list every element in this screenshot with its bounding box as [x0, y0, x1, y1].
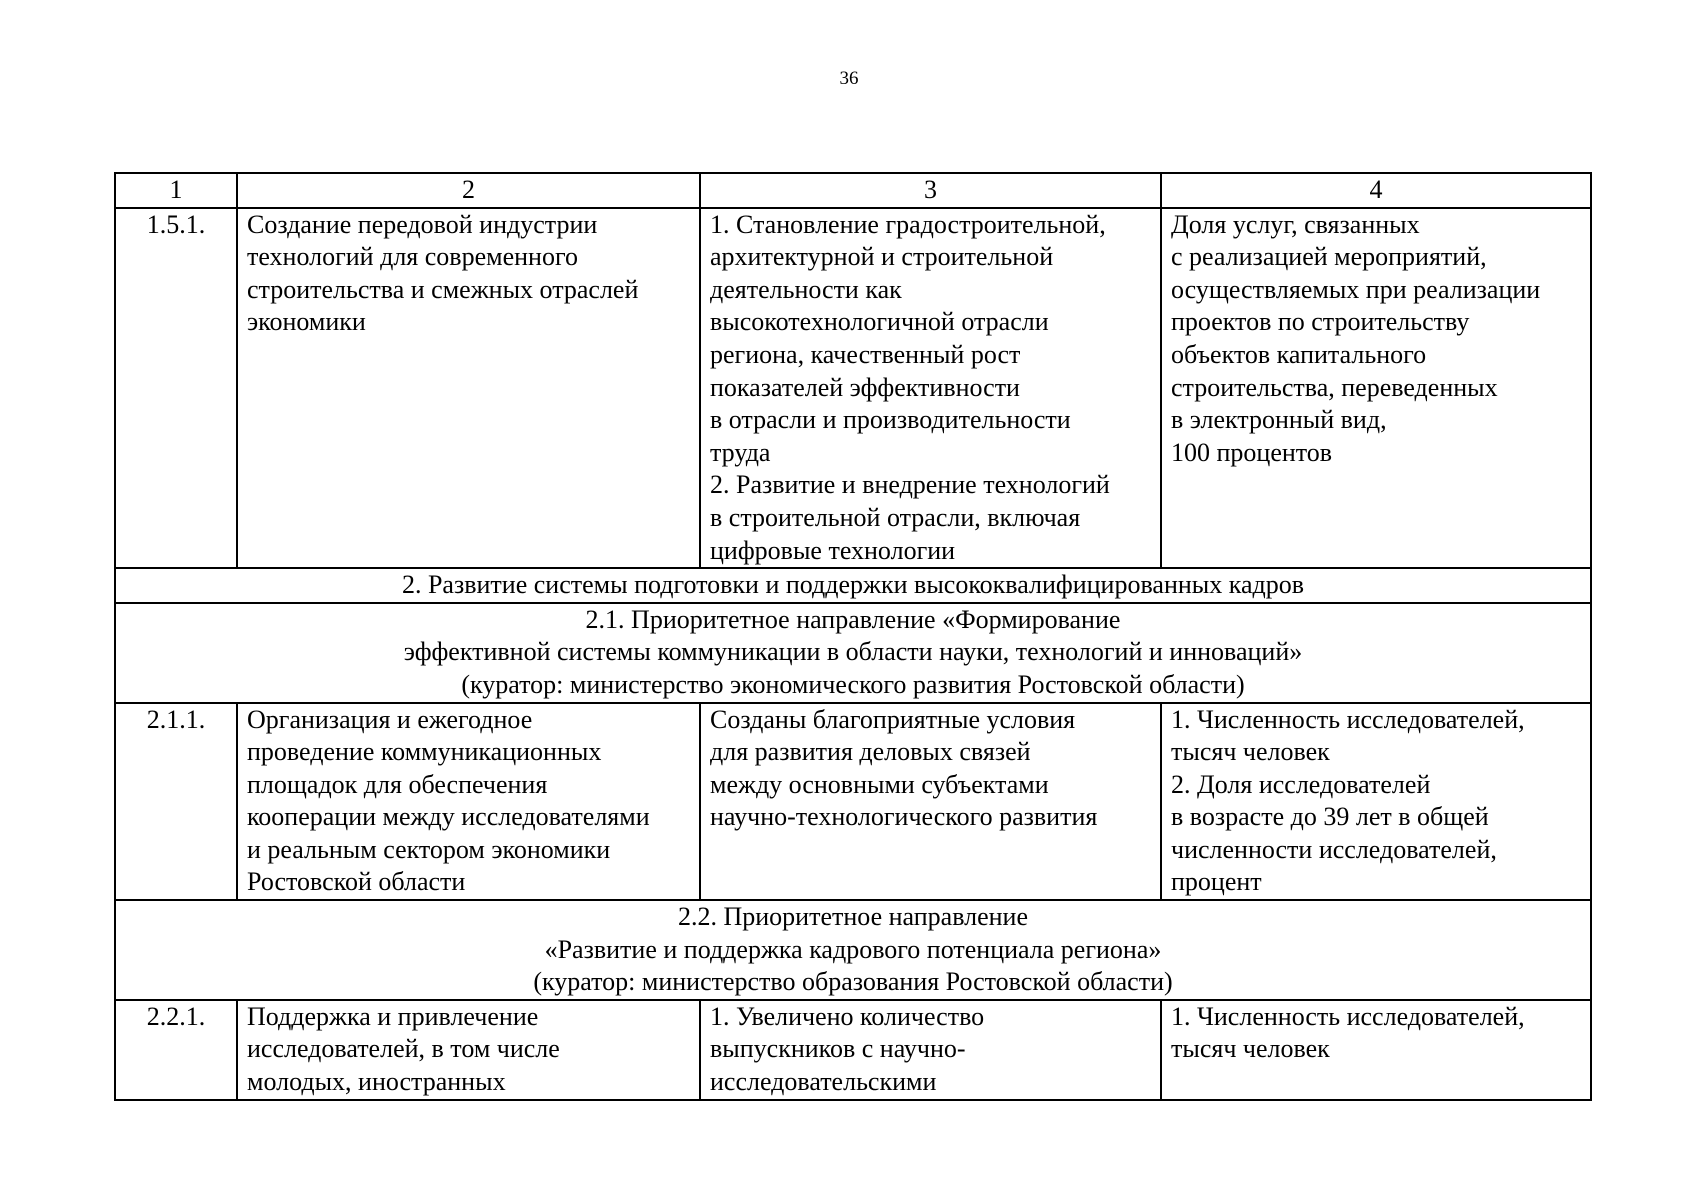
- section-heading-row: [115, 603, 1591, 703]
- cell-text-line: 1. Становление градостроительной,: [710, 209, 1106, 239]
- cell-text-line: в строительной отрасли, включая: [710, 502, 1081, 532]
- cell-text-line: Организация и ежегодное: [247, 704, 533, 734]
- cell-text-line: исследовательскими: [710, 1067, 937, 1097]
- cell-text-line: 2. Развитие и внедрение технологий: [710, 470, 1110, 500]
- cell-text-line: проведение коммуникационных: [247, 737, 602, 767]
- section-heading-line: (куратор: министерство образования Ростовской области): [533, 967, 1173, 997]
- measure-cell: [237, 208, 700, 569]
- result-cell: [700, 703, 1161, 901]
- section-heading-line: (куратор: министерство экономического развития Ростовской области): [461, 669, 1245, 699]
- section-heading-row: [115, 568, 1591, 603]
- cell-text-line: Поддержка и привлечение: [247, 1001, 539, 1031]
- item-code: 2.1.1.: [115, 703, 237, 901]
- result-cell: [700, 1000, 1161, 1100]
- table-row: [115, 1000, 1591, 1100]
- section-heading-line: 2.1. Приоритетное направление «Формирование: [585, 604, 1121, 634]
- cell-text-line: для развития деловых связей: [710, 737, 1031, 767]
- cell-text-line: площадок для обеспечения: [247, 769, 548, 799]
- cell-text-line: научно-технологического развития: [710, 802, 1098, 832]
- column-number-row: [115, 173, 1591, 208]
- cell-text-line: технологий для современного: [247, 242, 578, 272]
- indicator-cell: [1161, 208, 1591, 569]
- cell-text-line: региона, качественный рост: [710, 339, 1021, 369]
- table-row: [115, 703, 1591, 901]
- cell-text-line: 1. Численность исследователей,: [1171, 1001, 1525, 1031]
- item-code: 1.5.1.: [115, 208, 237, 569]
- section-heading-line: «Развитие и поддержка кадрового потенциала региона»: [544, 934, 1162, 964]
- cell-text-line: молодых, иностранных: [247, 1067, 506, 1097]
- cell-text-line: исследователей, в том числе: [247, 1034, 560, 1064]
- cell-text-line: с реализацией мероприятий,: [1171, 242, 1487, 272]
- section-heading-line: эффективной системы коммуникации в области науки, технологий и инноваций»: [403, 637, 1303, 667]
- cell-text-line: Создание передовой индустрии: [247, 209, 598, 239]
- cell-text-line: процент: [1171, 867, 1262, 897]
- cell-text-line: 100 процентов: [1171, 437, 1333, 467]
- cell-text-line: 1. Увеличено количество: [710, 1001, 985, 1031]
- cell-text-line: архитектурной и строительной: [710, 242, 1054, 272]
- cell-text-line: выпускников с научно-: [710, 1034, 966, 1064]
- measure-cell: [237, 703, 700, 901]
- cell-text-line: 1. Численность исследователей,: [1171, 704, 1525, 734]
- cell-text-line: тысяч человек: [1171, 1034, 1330, 1064]
- cell-text-line: в возрасте до 39 лет в общей: [1171, 802, 1489, 832]
- section-heading: [115, 568, 1591, 603]
- cell-text-line: 2. Доля исследователей: [1171, 769, 1431, 799]
- indicator-cell: [1161, 1000, 1591, 1100]
- column-number: 4: [1161, 173, 1591, 208]
- cell-text-line: показателей эффективности: [710, 372, 1020, 402]
- cell-text-line: и реальным сектором экономики: [247, 834, 611, 864]
- item-code: 2.2.1.: [115, 1000, 237, 1100]
- cell-text-line: Доля услуг, связанных: [1171, 209, 1420, 239]
- cell-text-line: численности исследователей,: [1171, 834, 1497, 864]
- section-heading: [115, 603, 1591, 703]
- cell-text-line: труда: [710, 437, 771, 467]
- table-row: [115, 208, 1591, 569]
- cell-text-line: проектов по строительству: [1171, 307, 1470, 337]
- cell-text-line: между основными субъектами: [710, 769, 1049, 799]
- cell-text-line: в электронный вид,: [1171, 405, 1387, 435]
- section-heading-line: 2.2. Приоритетное направление: [677, 902, 1029, 932]
- cell-text-line: Ростовской области: [247, 867, 466, 897]
- column-number: 1: [115, 173, 237, 208]
- cell-text-line: цифровые технологии: [710, 535, 956, 565]
- cell-text-line: объектов капитального: [1171, 339, 1427, 369]
- page-number: 36: [839, 68, 859, 89]
- cell-text-line: Созданы благоприятные условия: [710, 704, 1076, 734]
- cell-text-line: строительства, переведенных: [1171, 372, 1498, 402]
- column-number: 2: [237, 173, 700, 208]
- cell-text-line: в отрасли и производительности: [710, 405, 1071, 435]
- cell-text-line: строительства и смежных отраслей: [247, 274, 639, 304]
- cell-text-line: высокотехнологичной отрасли: [710, 307, 1049, 337]
- cell-text-line: деятельности как: [710, 274, 902, 304]
- cell-text-line: экономики: [247, 307, 366, 337]
- cell-text-line: осуществляемых при реализации: [1171, 274, 1541, 304]
- section-heading-line: 2. Развитие системы подготовки и поддержки высококвалифицированных кадров: [401, 570, 1305, 600]
- cell-text-line: кооперации между исследователями: [247, 802, 650, 832]
- indicator-cell: [1161, 703, 1591, 901]
- result-cell: [700, 208, 1161, 569]
- program-table: [114, 172, 1592, 1101]
- measure-cell: [237, 1000, 700, 1100]
- section-heading-row: [115, 900, 1591, 1000]
- column-number: 3: [700, 173, 1161, 208]
- cell-text-line: тысяч человек: [1171, 737, 1330, 767]
- section-heading: [115, 900, 1591, 1000]
